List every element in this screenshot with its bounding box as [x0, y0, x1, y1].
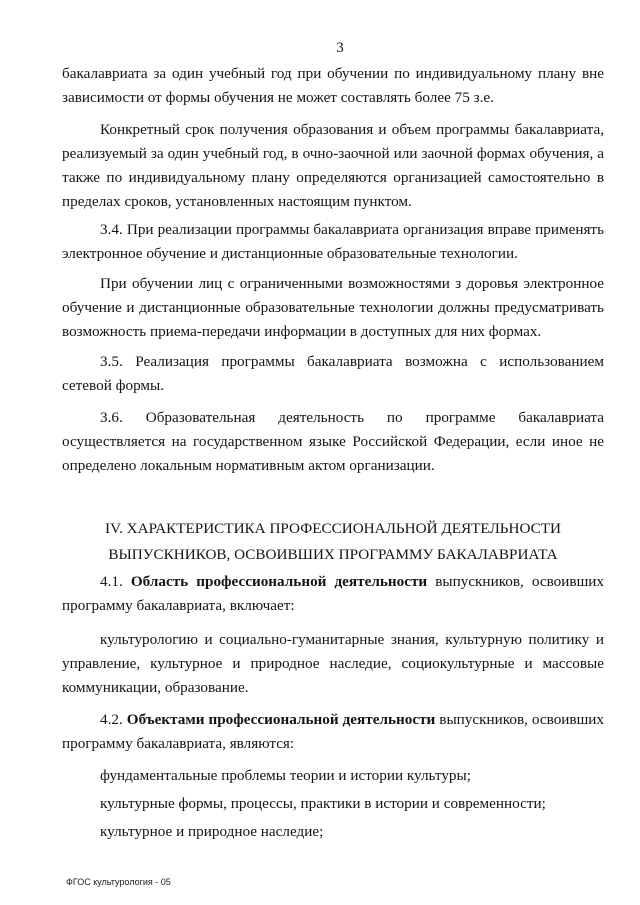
- body-text-section-iv: [62, 570, 604, 844]
- footer-note: ФГОС культурология - 05: [66, 877, 171, 887]
- body-text-upper: [62, 62, 604, 478]
- paragraph-3-4: 3.4. При реализации программы бакалавриата организация вправе применять электронное обучение и дистанционные образовательные технологии.: [62, 221, 604, 262]
- list-item: культурные формы, процессы, практики в истории и современности;: [100, 795, 546, 812]
- term-bold: Объектами профессиональной деятельности: [126, 711, 436, 728]
- item-text: выпускников, освоивших программу бакалавриата, являются:: [62, 711, 605, 752]
- paragraph-term-scope: Конкретный срок получения образования и объем программы бакалавриата, реализуемый за один учебный год, в очно-заочной или заочной формах обучения, а также по индивидуальному плану определяются организацией самостоятельно в пределах сроков, установленных настоящим пунктом.: [62, 121, 604, 210]
- paragraph-disabled-learners: При обучении лиц с ограниченными возможностями з доровья электронное обучение и дистанционные образовательные технологии должны предусматривать возможность приема-передачи информации в доступных для них формах.: [62, 275, 604, 340]
- section-heading-line-1: IV. ХАРАКТЕРИСТИКА ПРОФЕССИОНАЛЬНОЙ ДЕЯТЕЛЬНОСТИ: [105, 520, 561, 537]
- term-bold: Область профессиональной деятельности: [130, 573, 428, 590]
- paragraph-4-1-content: культурологию и социально-гуманитарные знания, культурную политику и управление, культурное и природное наследие, социокультурные и массовые коммуникации, образование.: [62, 631, 604, 696]
- paragraph-3-6: 3.6. Образовательная деятельность по программе бакалавриата осуществляется на государственном языке Российской Федерации, если иное не определено локальным нормативным актом организации.: [62, 409, 604, 474]
- paragraph-4-1: [62, 570, 604, 618]
- item-number: 4.2.: [100, 711, 123, 728]
- item-number: 4.1.: [100, 573, 123, 590]
- paragraph-4-2: [62, 708, 604, 756]
- list-item: культурное и природное наследие;: [100, 823, 324, 840]
- page-number: 3: [336, 40, 344, 56]
- item-text: выпускников, освоивших программу бакалавриата, включает:: [62, 573, 604, 614]
- paragraph-3-5: 3.5. Реализация программы бакалавриата возможна с использованием сетевой формы.: [62, 353, 604, 394]
- paragraph-continuation: бакалавриата за один учебный год при обучении по индивидуальному плану вне зависимости от формы обучения не может составлять более 75 з.е.: [62, 65, 604, 106]
- list-item: фундаментальные проблемы теории и истории культуры;: [100, 767, 471, 784]
- section-heading-line-2: ВЫПУСКНИКОВ, ОСВОИВШИХ ПРОГРАММУ БАКАЛАВРИАТА: [108, 546, 558, 563]
